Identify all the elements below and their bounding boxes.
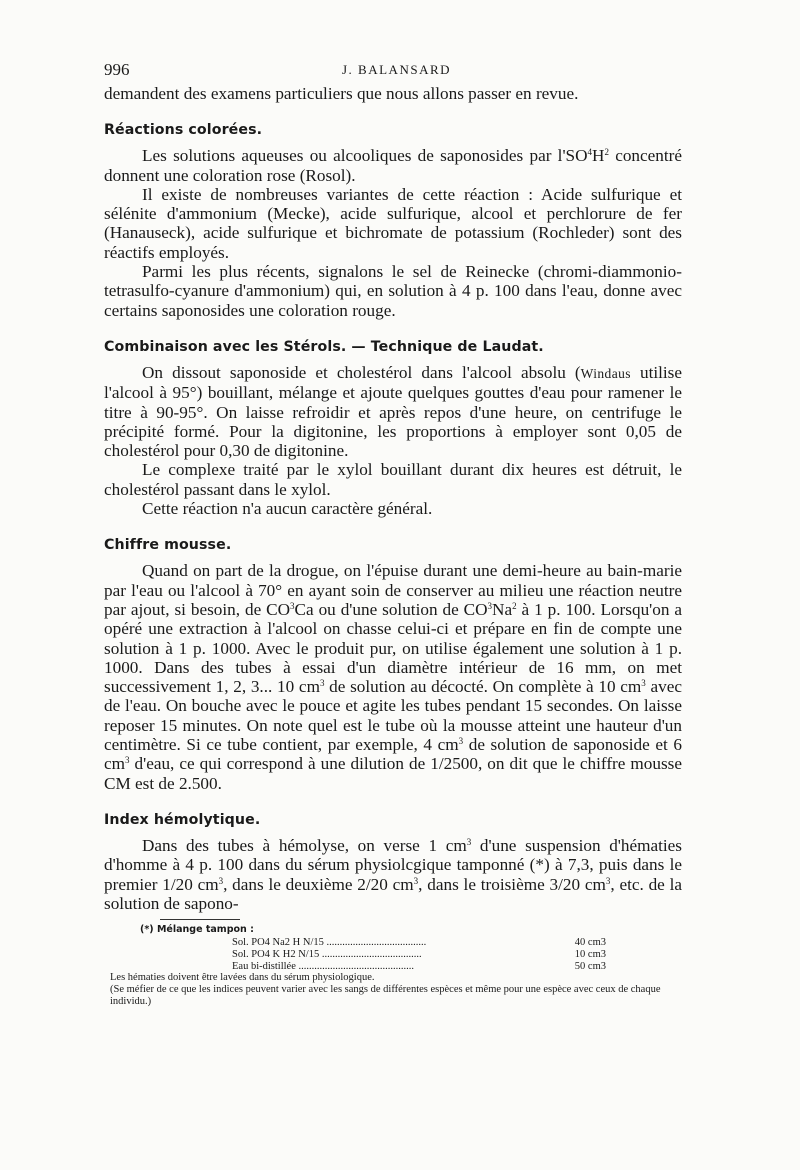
footnote-row: Sol. PO4 Na2 H N/15 ...................................... 40 cm3 [232, 937, 606, 949]
reactions-paragraph-3: Parmi les plus récents, signalons le sel de Reinecke (chromi-diammonio-tetrasulfo-cyanure d'ammonium) qui, en solution à 4 p. 100 dans l'eau, donne avec certains saponosides une coloration rouge. [104, 262, 682, 320]
reactions-paragraph-1: Les solutions aqueuses ou alcooliques de saponosides par $l'SO^4H^2$ concentré donnent une coloration rose (Rosol). [104, 146, 683, 185]
section-title-combinaison: Combinaison avec les Stérols. — Technique de Laudat. [104, 338, 544, 355]
section-title-index: Index hémolytique. [104, 811, 261, 828]
combinaison-paragraph-2: Le complexe traité par le xylol bouillant durant dix heures est détruit, le cholestérol passant dans le xylol. [104, 460, 682, 499]
running-title: J. BALANSARD [342, 62, 452, 77]
page-number: 996 [104, 60, 130, 79]
reactions-paragraph-2: Il existe de nombreuses variantes de cette réaction : Acide sulfurique et sélénite d'ammonium (Mecke), acide sulfurique, alcool et perchlorure de fer (Hanauseck), acide sulfurique et bichromate de potassium (Rochleder) sont des réactifs employés. [104, 184, 682, 262]
intro-paragraph: demandent des examens particuliers que nous allons passer en revue. [104, 84, 579, 103]
footnote-row: Eau bi-distillée ............................................ 50 cm3 [232, 961, 606, 973]
chiffre-paragraph-1: Quand on part de la drogue, on l'épuise durant une demi-heure au bain-marie par l'eau ou l'alcool à 70° en ayant soin de conserver au milieu une réaction neutre par ajout, si besoin, de $CO^3Ca$ ou d'une solution de $CO^3Na^2$ à 1 p. 100. Lorsqu'on a opéré une extraction à l'alcool on chasse celui-ci et prépare en fin de compte une solution à 1 p. 1000. Avec le produit pur, on utilise également une solution à 1 p. 1000. Dans des tubes à essai d'un diamètre intérieur de 16 mm, on met successivement 1, 2, 3... 10 $cm^3$ de solution au décocté. On complète à 10 $cm^3$ avec de l'eau. On bouche avec le pouce et agite les tubes pendant 15 secondes. On laisse reposer 15 minutes. On note quel est le tube où la mousse atteint une hauteur d'un centimètre. Si ce tube contient, par exemple, 4 $cm^3$ de solution de saponoside et 6 $cm^3$ d'eau, ce qui correspond à une dilution de 1/2500, on dit que le chiffre mousse CM est de 2.500. [104, 561, 683, 793]
footnote [104, 919, 682, 1008]
footnote-note-1: Les hématies doivent être lavées dans du sérum physiologique. [110, 972, 375, 984]
section-title-chiffre: Chiffre mousse. [104, 537, 232, 554]
page-header [104, 58, 682, 82]
index-paragraph-1: Dans des tubes à hémolyse, on verse 1 $cm^3$ d'une suspension d'hématies d'homme à 4 p. 100 dans du sérum physiolcgique tamponné (*) à 7,3, puis dans le premier 1/20 $cm^3$, dans le deuxième 2/20 $cm^3$, dans le troisième 3/20 $cm^3$, etc. de la solution de sapono- [104, 835, 682, 913]
combinaison-paragraph-3: Cette réaction n'a aucun caractère général. [142, 499, 433, 519]
footnote-note-2: (Se méfier de ce que les indices peuvent varier avec les sangs de différentes espèces et même pour une espèce avec ceux de chaque individu.) [110, 984, 661, 1008]
page [104, 58, 682, 1008]
footnote-title: (*) Mélange tampon : [140, 924, 254, 936]
section-title-reactions: Réactions colorées. [104, 122, 263, 139]
footnote-row: Sol. PO4 K H2 N/15 ...................................... 10 cm3 [232, 949, 606, 961]
footnote-divider [160, 919, 240, 920]
combinaison-paragraph-1: On dissout saponoside et cholestérol dans l'alcool absolu (Windaus utilise l'alcool à 95°) bouillant, mélange et ajoute quelques gouttes d'eau pour ramener le titre à 90-95°. On laisse refroidir et après repos d'une heure, on centrifuge le précipité formé. Pour la digitonine, les proportions à employer sont 0,05 de cholestérol pour 0,30 de digitonine. [104, 362, 682, 461]
